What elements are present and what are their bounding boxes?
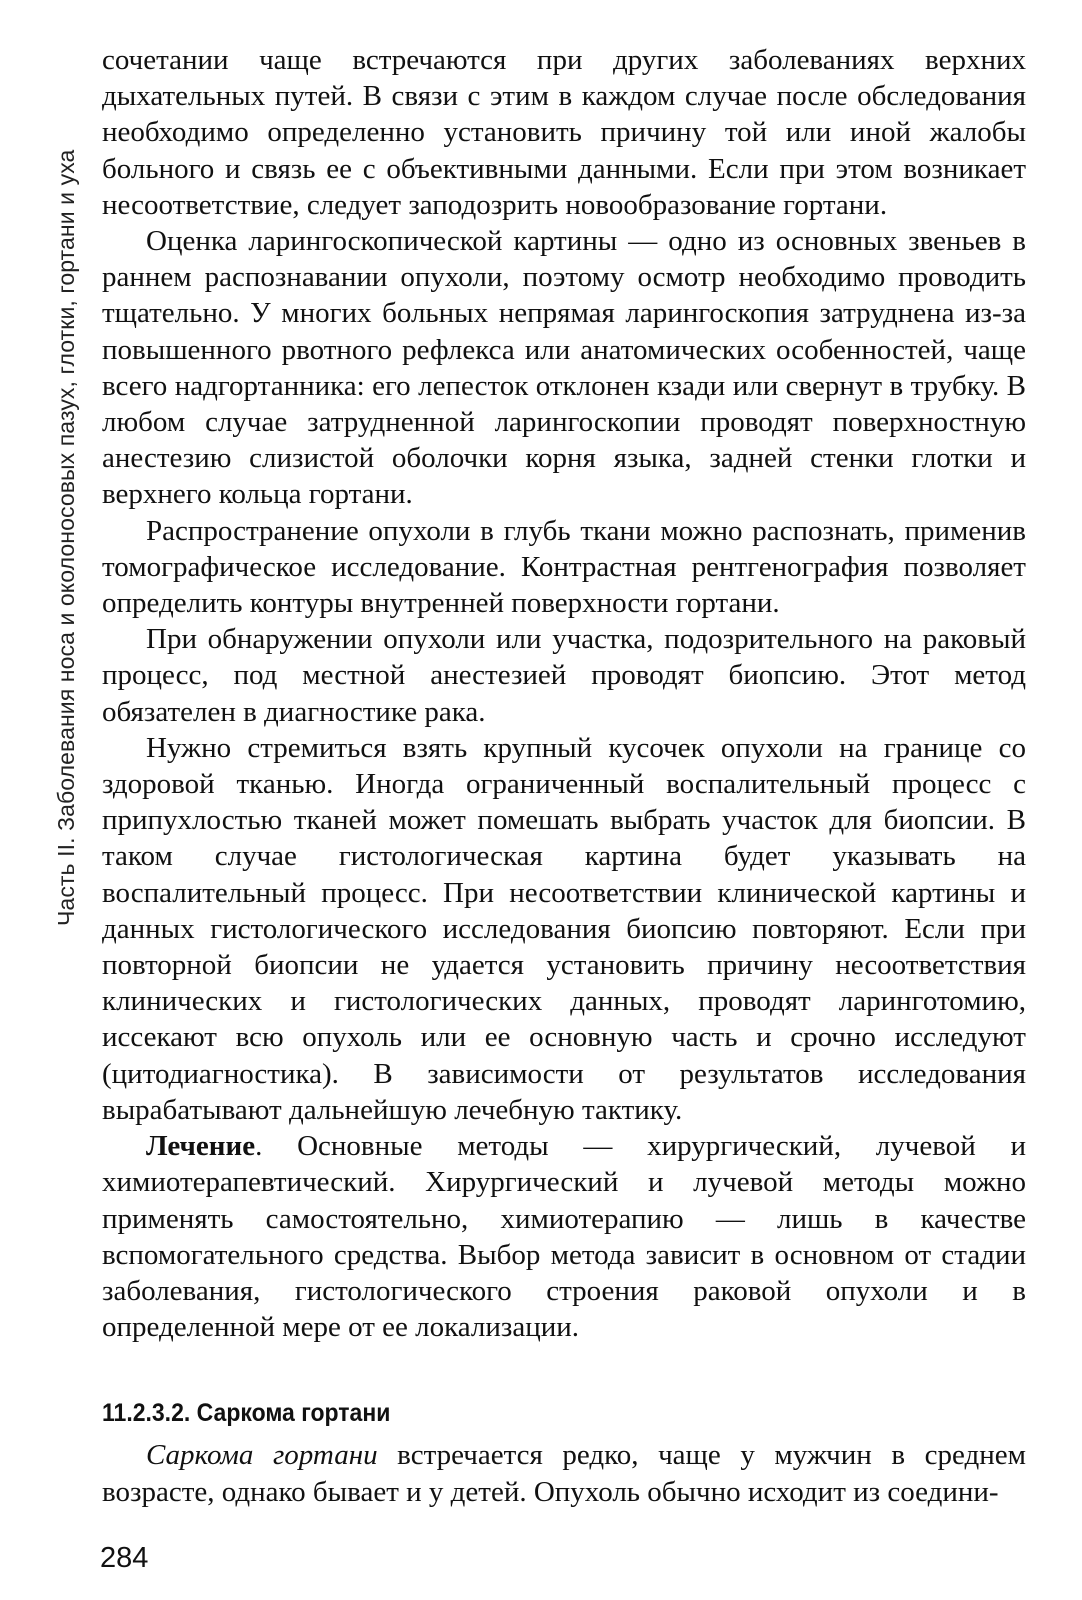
paragraph-3-text: Распространение опухоли в глубь ткани можно распознать, применив томографическое исследование. Контрастная рентгенография позволяет определить контуры внутренней поверхности гортани.: [102, 514, 1026, 620]
paragraph-2-text: Оценка ларингоскопической картины — одно из основных звеньев в раннем распознавании опухоли, поэтому осмотр необходимо проводить тщательно. У многих больных непрямая ларингоскопия затруднена из-за повышенного рвотного рефлекса или анатомических особенностей, чаще всего надгортанника: его лепесток отклонен кзади или свернут в трубку. В любом случае затрудненной ларингоскопии проводят поверхностную анестезию слизистой оболочки корня языка, задней стенки глотки и верхнего кольца гортани.: [102, 225, 1026, 511]
paragraph-1-text: сочетании чаще встречаются при других заболеваниях верхних дыхательных путей. В связи с этим в каждом случае после обследования необходимо определенно установить причину той или иной жалобы больного и связь ее с объективными данными. Если при этом возникает несоответствие, следует заподозрить новообразование гортани.: [102, 44, 1026, 221]
paragraph-3: [102, 513, 1026, 622]
paragraph-treatment: [102, 1128, 1026, 1345]
paragraph-5-text: Нужно стремиться взять крупный кусочек опухоли на границе со здоровой тканью. Иногда ограниченный воспалительный процесс с припухлостью тканей может помешать выбрать участок для биопсии. В таком случае гистологическая картина будет указывать на воспалительный процесс. При несоответствии клинической картины и данных гистологического исследования биопсию повторяют. Если при повторной биопсии не удается установить причину несоответствия клинических и гистологических данных, проводят ларинготомию, иссекают всю опухоль или ее основную часть и срочно исследуют (цитодиагностика). В зависимости от результатов исследования вырабатывают дальнейшую лечебную тактику.: [102, 731, 1026, 1126]
paragraph-4-text: При обнаружении опухоли или участка, подозрительного на раковый процесс, под местной анестезией проводят биопсию. Этот метод обязателен в диагностике рака.: [102, 623, 1026, 728]
paragraph-2: [102, 223, 1026, 513]
running-header: Часть II. Заболевания носа и околоносовых пазух, глотки, гортани и уха: [53, 149, 79, 926]
paragraph-treatment-text: . Основные методы — хирургический, лучевой и химиотерапевтический. Хирургический и лучевой методы можно применять самостоятельно, химиотерапию — лишь в качестве вспомогательного средства. Выбор метода зависит в основном от стадии заболевания, гистологического строения раковой опухоли и в определенной мере от ее локализации.: [102, 1130, 1026, 1344]
sarcoma-lead-term: Саркома гортани: [146, 1439, 378, 1472]
paragraph-1: [102, 42, 1026, 223]
paragraph-4: [102, 621, 1026, 730]
section-heading: 11.2.3.2. Саркома гортани: [102, 1399, 391, 1428]
treatment-lead-term: Лечение: [146, 1130, 256, 1163]
paragraph-sarcoma: [102, 1437, 1026, 1509]
paragraph-5: [102, 730, 1026, 1128]
main-text: [102, 42, 1026, 1510]
paragraph-sarcoma-text: встречается редко, чаще у мужчин в среднем возрасте, однако бывает и у детей. Опухоль обычно исходит из соедини-: [102, 1439, 1026, 1508]
page-number: 284: [100, 1542, 149, 1574]
